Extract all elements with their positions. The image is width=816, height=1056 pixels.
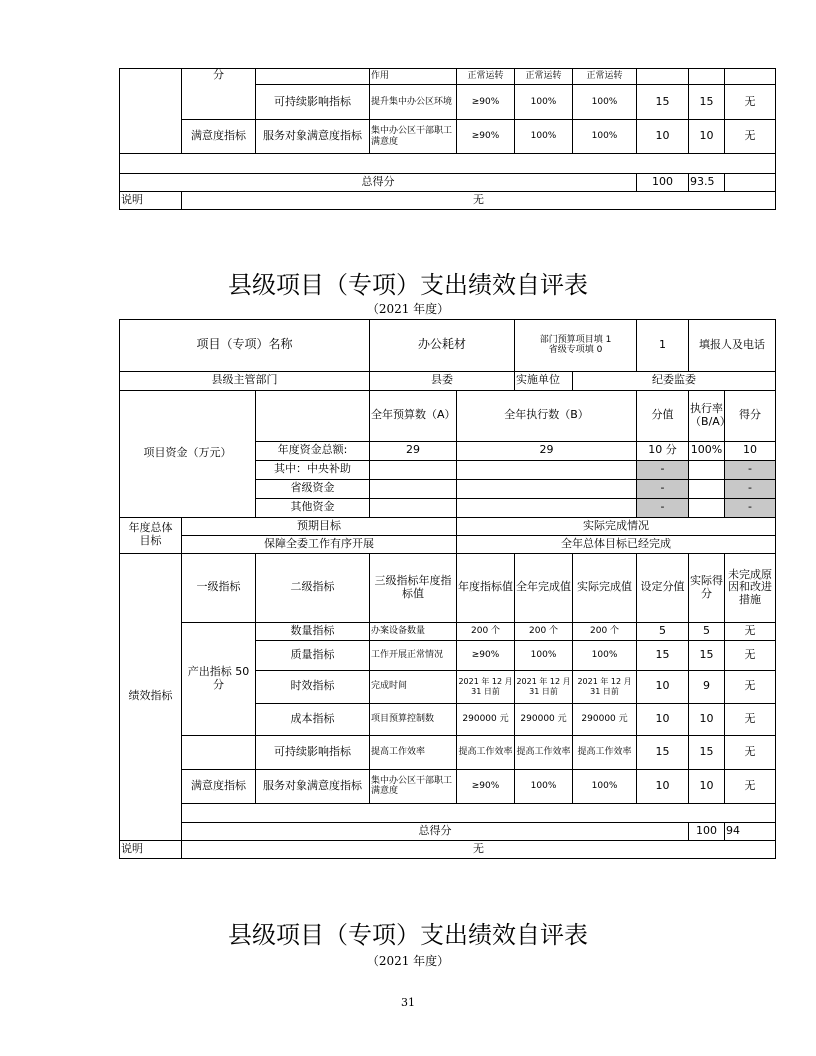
perf-row: 产出指标 50 分 数量指标 办案设备数量 200 个 200 个 200 个 5 5 无 xyxy=(120,622,776,640)
perf-h-lvl3: 三级指标年度指标值 xyxy=(370,553,457,622)
expected-label: 预期目标 xyxy=(182,517,457,535)
impl-value: 纪委监委 xyxy=(573,371,776,390)
dept-label: 县级主管部门 xyxy=(120,371,370,390)
proj-name-label: 项目（专项）名称 xyxy=(120,320,370,372)
top-total-score: 93.5 xyxy=(689,174,725,192)
perf-h-reason: 未完成原因和改进措施 xyxy=(725,553,776,622)
top-satisfy-item: 集中办公区干部职工满意度 xyxy=(370,120,457,154)
funds-row: 其中：中央补助 - - xyxy=(120,460,776,479)
top-note-value: 无 xyxy=(182,192,776,210)
funds-h-score: 得分 xyxy=(725,390,776,441)
section-title: 县级项目（专项）支出绩效自评表 xyxy=(228,271,588,299)
next-section-title: 县级项目（专项）支出绩效自评表 xyxy=(228,921,588,949)
perf-row: 可持续影响指标 提高工作效率 提高工作效率 提高工作效率 提高工作效率 15 15 无 xyxy=(120,735,776,769)
top-fragment-fen: 分 xyxy=(182,69,256,120)
perf-h-score: 实际得分 xyxy=(689,553,725,622)
top-satisfy-sub: 服务对象满意度指标 xyxy=(256,120,370,154)
impl-label: 实施单位 xyxy=(515,371,573,390)
note-value: 无 xyxy=(182,840,776,858)
sustain-label: 可持续影响指标 xyxy=(256,735,370,769)
filler-label: 填报人及电话 xyxy=(689,320,776,372)
actual-label: 实际完成情况 xyxy=(457,517,776,535)
page-number: 31 xyxy=(401,996,415,1009)
funds-h-exec: 全年执行数（B） xyxy=(457,390,637,441)
total-label: 总得分 xyxy=(182,822,689,840)
perf-h-year: 年度指标值 xyxy=(457,553,515,622)
funds-row: 省级资金 - - xyxy=(120,479,776,498)
proj-name: 办公耗材 xyxy=(370,320,515,372)
dept-value: 县委 xyxy=(370,371,515,390)
funds-row: 年度资金总额: 29 29 10 分 100% 10 xyxy=(120,441,776,460)
output-label: 产出指标 50 分 xyxy=(182,622,256,735)
perf-label: 绩效指标 xyxy=(120,553,182,840)
total-score: 94 xyxy=(725,822,776,840)
expected-value: 保障全委工作有序开展 xyxy=(182,535,457,553)
main-table xyxy=(119,319,776,859)
perf-row: 满意度指标 服务对象满意度指标 集中办公区干部职工满意度 ≥90% 100% 100% 10 10 无 xyxy=(120,769,776,803)
total-full: 100 xyxy=(689,822,725,840)
perf-row: 时效指标 完成时间 2021 年 12 月 31 日前 2021 年 12 月 31 日前 2021 年 12 月 31 日前 10 9 无 xyxy=(120,670,776,703)
note-label: 说明 xyxy=(120,840,182,858)
top-sustain-label: 可持续影响指标 xyxy=(256,85,370,120)
next-section-year: （2021 年度） xyxy=(366,954,450,968)
top-satisfy-label: 满意度指标 xyxy=(182,120,256,154)
funds-row: 其他资金 - - xyxy=(120,498,776,517)
actual-value: 全年总体目标已经完成 xyxy=(457,535,776,553)
top-sustain-item: 提升集中办公区环境 xyxy=(370,85,457,120)
perf-row: 质量指标 工作开展正常情况 ≥90% 100% 100% 15 15 无 xyxy=(120,640,776,670)
funds-h-score-val: 分值 xyxy=(637,390,689,441)
perf-row: 成本指标 项目预算控制数 290000 元 290000 元 290000 元 10 10 无 xyxy=(120,703,776,735)
top-table: 分 作用 正常运转 正常运转 正常运转 可持续影响指标 提升集中办公区环境 ≥90% 100% 100% 15 15 无 满意度指标 服务对象满意度指标 集中办公区干部职工满意度 ≥90% 100% 100% 10 10 无 总得分 100 93.5 说明 无 xyxy=(119,68,776,210)
perf-h-full: 全年完成值 xyxy=(515,553,573,622)
goal-label: 年度总体 目标 xyxy=(120,517,182,553)
satisfy-label: 满意度指标 xyxy=(182,769,256,803)
funds-h-budget: 全年预算数（A） xyxy=(370,390,457,441)
top-total-label: 总得分 xyxy=(120,174,637,192)
budget-type-value: 1 xyxy=(637,320,689,372)
section-year: （2021 年度） xyxy=(366,302,450,316)
top-total-full: 100 xyxy=(637,174,689,192)
perf-h-lvl1: 一级指标 xyxy=(182,553,256,622)
top-empty-cell xyxy=(120,69,182,154)
perf-h-set: 设定分值 xyxy=(637,553,689,622)
funds-label: 项目资金（万元） xyxy=(120,390,256,517)
perf-h-lvl2: 二级指标 xyxy=(256,553,370,622)
top-note-label: 说明 xyxy=(120,192,182,210)
perf-h-actual: 实际完成值 xyxy=(573,553,637,622)
budget-type-label: 部门预算项目填 1 省级专项填 0 xyxy=(515,320,637,372)
satisfy-sub: 服务对象满意度指标 xyxy=(256,769,370,803)
funds-h-rate: 执行率（B/A） xyxy=(689,390,725,441)
top-role-text: 作用 xyxy=(370,69,457,85)
